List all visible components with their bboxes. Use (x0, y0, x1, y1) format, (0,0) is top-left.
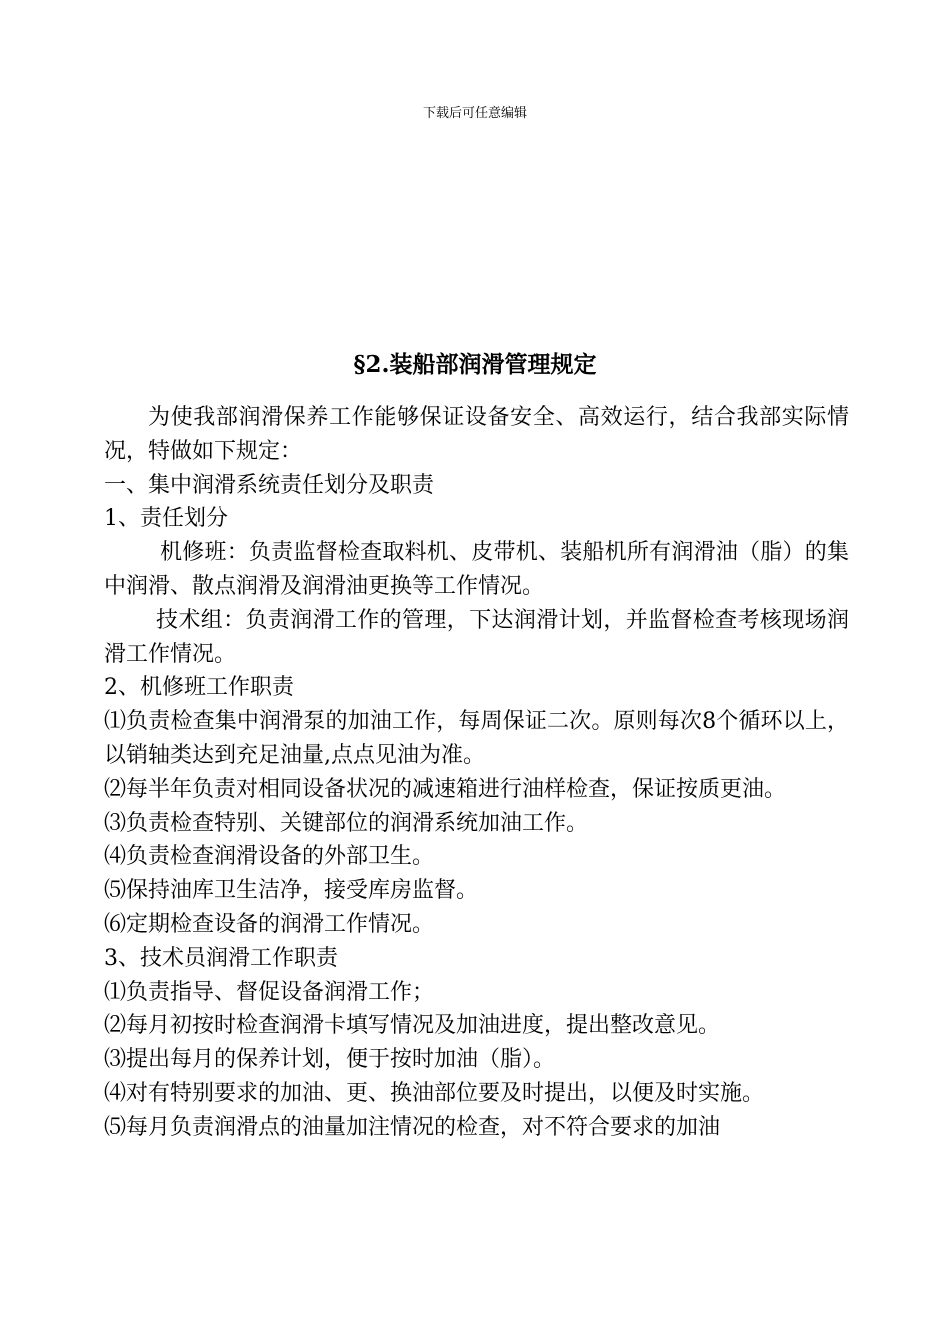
subsection-1-heading: 1、责任划分 (104, 506, 228, 532)
intro-paragraph: 为使我部润滑保养工作能够保证设备安全、高效运行，结合我部实际情况，特做如下规定： (104, 405, 849, 464)
list-item: ⑷对有特别要求的加油、更、换油部位要及时提出，以便及时实施。 (104, 1080, 765, 1106)
list-item: ⑸每月负责润滑点的油量加注情况的检查，对不符合要求的加油 (104, 1114, 721, 1140)
document-body (104, 401, 849, 1145)
list-item: ⑴负责检查集中润滑泵的加油工作，每周保证二次。原则每次8个循环以上，以销轴类达到充足油量,点点见油为准。 (104, 709, 849, 768)
header-note: 下载后可任意编辑 (422, 106, 527, 121)
list-item: ⑹定期检查设备的润滑工作情况。 (104, 911, 435, 937)
list-item: ⑶负责检查特别、关键部位的润滑系统加油工作。 (104, 810, 589, 836)
document-title: §2.装船部润滑管理规定 (353, 351, 597, 378)
list-item: ⑸保持油库卫生洁净，接受库房监督。 (104, 878, 479, 904)
list-item: ⑶提出每月的保养计划，便于按时加油（脂）。 (104, 1047, 556, 1073)
responsibility-maintenance-team: 机修班：负责监督检查取料机、皮带机、装船机所有润滑油（脂）的集中润滑、散点润滑及润滑油更换等工作情况。 (104, 540, 849, 599)
list-item: ⑷负责检查润滑设备的外部卫生。 (104, 844, 435, 870)
section-1-heading: 一、集中润滑系统责任划分及职责 (104, 472, 435, 498)
subsection-3-heading: 3、技术员润滑工作职责 (104, 945, 338, 971)
list-item: ⑵每月初按时检查润滑卡填写情况及加油进度，提出整改意见。 (104, 1013, 721, 1039)
list-item: ⑴负责指导、督促设备润滑工作； (104, 979, 435, 1005)
list-item: ⑵每半年负责对相同设备状况的减速箱进行油样检查，保证按质更油。 (104, 776, 787, 802)
subsection-2-heading: 2、机修班工作职责 (104, 675, 294, 701)
responsibility-technical-group: 技术组：负责润滑工作的管理，下达润滑计划，并监督检查考核现场润滑工作情况。 (104, 607, 849, 667)
